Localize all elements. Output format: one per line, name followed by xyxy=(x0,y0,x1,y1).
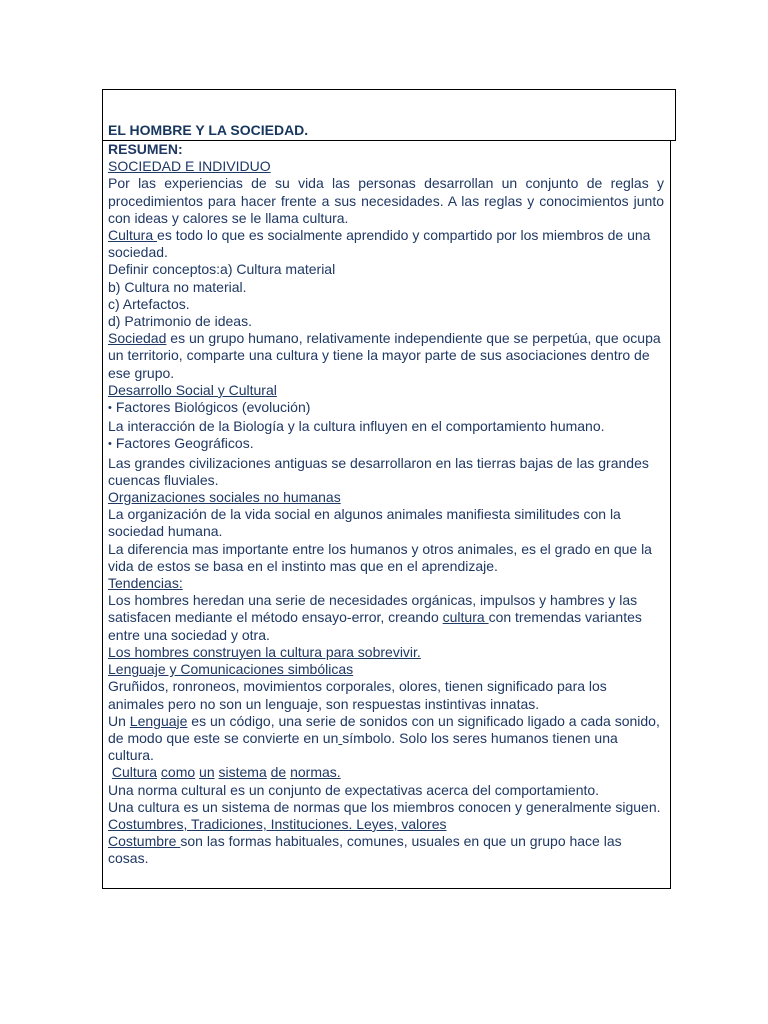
definition-costumbre: son las formas habituales, comunes, usuales en que un grupo hace las cosas. xyxy=(108,833,622,867)
heading-word-normas: normas. xyxy=(290,764,341,781)
list-item-c: c) Artefactos. xyxy=(108,295,190,312)
title-box xyxy=(102,89,676,141)
bullet-factores-geograficos: • Factores Geográficos. xyxy=(108,435,664,454)
heading-desarrollo: Desarrollo Social y Cultural xyxy=(108,381,277,398)
list-item-a: Definir conceptos:a) Cultura material xyxy=(108,261,336,278)
tendencias-text-a: Los hombres heredan una serie de necesidades orgánicas, impulsos y hambres y las satisfacen mediante el método ensayo-error, creando xyxy=(108,592,638,626)
paragraph-organizacion: La organización de la vida social en algunos animales manifiesta similitudes con la sociedad humana. xyxy=(108,506,621,540)
lenguaje-text-un: Un xyxy=(108,712,130,729)
paragraph-grunidos: Gruñidos, ronroneos, movimientos corporales, olores, tienen significado para los animales pero no son un lenguaje, son respuestas instintivas innatas. xyxy=(108,678,607,712)
paragraph-costumbre xyxy=(108,833,664,867)
list-item-b: b) Cultura no material. xyxy=(108,278,247,295)
heading-word-como: como xyxy=(160,764,196,781)
paragraph-sistema: Una cultura es un sistema de normas que los miembros conocen y generalmente siguen. xyxy=(108,798,661,815)
paragraph-lenguaje xyxy=(108,713,664,765)
heading-word-sistema: sistema xyxy=(218,764,267,781)
bullet-factores-biologicos: • Factores Biológicos (evolución) xyxy=(108,399,664,418)
paragraph-civilizaciones: Las grandes civilizaciones antiguas se desarrollaron en las tierras bajas de las grandes cuencas fluviales. xyxy=(108,454,649,488)
paragraph-tendencias xyxy=(108,592,664,644)
paragraph-cultura xyxy=(108,227,664,261)
heading-construyen: Los hombres construyen la cultura para sobrevivir. xyxy=(108,643,421,660)
heading-sociedad-individuo: SOCIEDAD E INDIVIDUO xyxy=(108,158,271,175)
term-cultura: Cultura xyxy=(108,227,158,244)
term-costumbre: Costumbre xyxy=(108,833,181,850)
lenguaje-text-a: es un código, una serie de sonidos con un significado ligado a cada sonido, de modo que este se convierte en un xyxy=(108,712,660,746)
term-sociedad: Sociedad xyxy=(108,330,167,347)
heading-word-de: de xyxy=(270,764,287,781)
heading-organizaciones: Organizaciones sociales no humanas xyxy=(108,489,341,506)
heading-cultura-sistema xyxy=(108,764,664,781)
heading-costumbres: Costumbres, Tradiciones, Instituciones. Leyes, valores xyxy=(108,815,447,832)
paragraph-sociedad xyxy=(108,330,664,382)
definition-sociedad: es un grupo humano, relativamente independiente que se perpetúa, que ocupa un territorio, comparte una cultura y tiene la mayor parte de sus asociaciones dentro de ese grupo. xyxy=(108,330,661,381)
heading-word-cultura: Cultura xyxy=(111,764,158,781)
definition-cultura: es todo lo que es socialmente aprendido y compartido por los miembros de una sociedad. xyxy=(108,227,651,261)
lenguaje-text-b: símbolo. Solo los seres humanos tienen una cultura. xyxy=(108,729,618,764)
paragraph-diferencia: La diferencia mas importante entre los humanos y otros animales, es el grado en que la vida de estos se basa en el instinto mas que en el aprendizaje. xyxy=(108,540,652,574)
resumen-heading: RESUMEN: xyxy=(108,141,183,157)
term-lenguaje: Lenguaje xyxy=(129,712,188,729)
term-cultura-tendencias: cultura xyxy=(442,609,489,626)
heading-word-un: un xyxy=(199,764,215,781)
content-box xyxy=(102,141,671,889)
heading-tendencias: Tendencias: xyxy=(108,575,183,592)
tendencias-text-b: con tremendas variantes entre una sociedad y otra. xyxy=(108,609,642,643)
paragraph-experiencias: Por las experiencias de su vida las personas desarrollan un conjunto de reglas y procedimientos para hacer frente a sus necesidades. A las reglas y conocimientos junto con ideas y calores se le llama cultura. xyxy=(108,175,664,226)
paragraph-biologia: La interacción de la Biología y la cultura influyen en el comportamiento humano. xyxy=(108,418,605,435)
heading-lenguaje: Lenguaje y Comunicaciones simbólicas xyxy=(108,661,354,678)
list-item-d: d) Patrimonio de ideas. xyxy=(108,313,252,330)
document-title: EL HOMBRE Y LA SOCIEDAD. xyxy=(108,122,309,138)
paragraph-norma: Una norma cultural es un conjunto de expectativas acerca del comportamiento. xyxy=(108,781,600,798)
